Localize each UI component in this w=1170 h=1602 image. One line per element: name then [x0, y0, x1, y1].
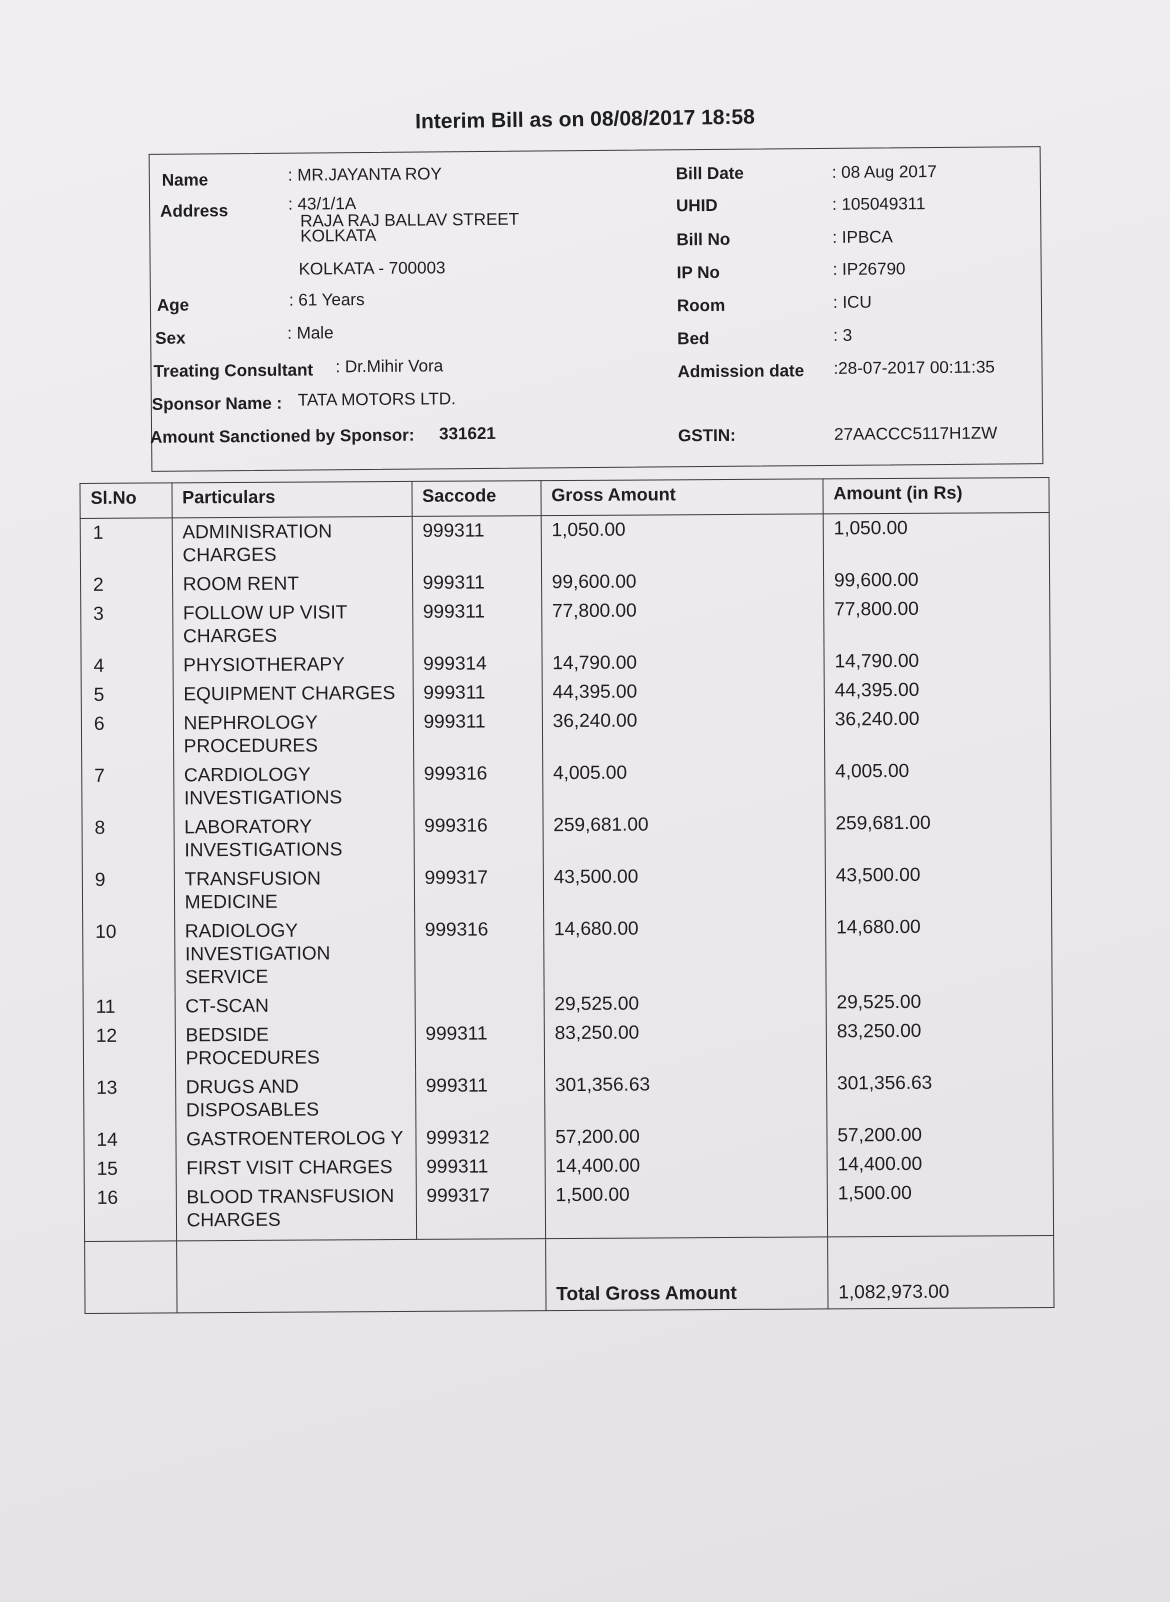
row-slno: 6: [81, 709, 173, 762]
admission-label: Admission date: [677, 361, 805, 382]
row-slno: 13: [84, 1073, 176, 1126]
uhid-value: : 105049311: [832, 194, 926, 214]
row-slno: 11: [83, 992, 175, 1022]
row-saccode: 999316: [414, 915, 544, 991]
row-saccode: 999311: [415, 1071, 544, 1124]
bed-value: : 3: [833, 325, 853, 345]
row-saccode: [415, 990, 544, 1020]
patient-info-box: [149, 146, 1044, 472]
room-value: : ICU: [832, 292, 872, 312]
table-row: [82, 860, 1051, 918]
sanctioned-label: Amount Sanctioned by Sponsor:: [150, 425, 415, 447]
row-particulars: ADMINISRATION CHARGES: [172, 516, 412, 570]
row-particulars: LABORATORY INVESTIGATIONS: [174, 812, 414, 865]
row-gross-amount: 4,005.00: [542, 757, 824, 811]
row-saccode: 999311: [412, 516, 541, 569]
row-gross-amount: 57,200.00: [545, 1121, 827, 1152]
table-header-row: [80, 478, 1049, 519]
row-amount: 99,600.00: [823, 565, 1049, 595]
row-particulars: RADIOLOGY INVESTIGATION SERVICE: [174, 916, 414, 992]
row-gross-amount: 77,800.00: [541, 595, 823, 649]
table-row: [83, 1016, 1052, 1074]
bill-no-label: Bill No: [676, 229, 731, 250]
bill-no-value: : IPBCA: [832, 227, 893, 247]
row-saccode: 999317: [416, 1181, 546, 1239]
row-amount: 36,240.00: [824, 704, 1050, 757]
row-gross-amount: 14,790.00: [542, 647, 824, 678]
row-amount: 259,681.00: [825, 808, 1051, 861]
row-particulars: EQUIPMENT CHARGES: [173, 679, 413, 709]
row-gross-amount: 29,525.00: [544, 988, 826, 1019]
row-slno: 1: [80, 518, 172, 571]
row-particulars: NEPHROLOGY PROCEDURES: [173, 708, 413, 761]
row-saccode: 999311: [416, 1152, 545, 1182]
row-particulars: ROOM RENT: [172, 569, 412, 599]
total-empty-cell: [176, 1239, 546, 1313]
consultant-value: : Dr.Mihir Vora: [335, 356, 444, 377]
row-gross-amount: 301,356.63: [544, 1069, 826, 1123]
row-slno: 2: [81, 570, 173, 600]
row-slno: 7: [82, 761, 174, 814]
header-slno: Sl.No: [80, 483, 172, 519]
row-particulars: FIRST VISIT CHARGES: [176, 1153, 416, 1183]
row-slno: 10: [83, 917, 175, 993]
ip-no-value: : IP26790: [832, 259, 906, 279]
row-particulars: TRANSFUSION MEDICINE: [174, 864, 414, 917]
row-saccode: 999311: [415, 1019, 544, 1072]
row-particulars: BLOOD TRANSFUSION CHARGES: [176, 1182, 416, 1241]
row-particulars: GASTROENTEROLOG Y: [176, 1124, 416, 1154]
row-amount: 14,400.00: [827, 1149, 1053, 1179]
header-saccode: Saccode: [412, 481, 541, 517]
row-saccode: 999316: [414, 811, 543, 864]
row-gross-amount: 99,600.00: [541, 566, 823, 597]
consultant-label: Treating Consultant: [153, 360, 314, 381]
address-label: Address: [160, 201, 229, 221]
sponsor-value: TATA MOTORS LTD.: [297, 389, 456, 410]
row-amount: 1,500.00: [827, 1178, 1053, 1237]
row-slno: 8: [82, 813, 174, 866]
row-slno: 3: [81, 599, 173, 652]
row-saccode: 999312: [416, 1123, 545, 1153]
table-row: [82, 756, 1051, 814]
table-row: [83, 912, 1052, 993]
row-amount: 14,790.00: [824, 646, 1050, 676]
address-line3: KOLKATA: [300, 225, 377, 246]
total-gross-label: Total Gross Amount: [545, 1237, 828, 1311]
row-gross-amount: 44,395.00: [542, 676, 824, 707]
row-gross-amount: 14,400.00: [545, 1150, 827, 1181]
row-slno: 4: [81, 651, 173, 681]
admission-value: :28-07-2017 00:11:35: [833, 357, 995, 378]
row-amount: 43,500.00: [825, 860, 1051, 913]
table-row: [84, 1178, 1053, 1241]
address-line1: : 43/1/1A: [287, 194, 357, 214]
row-gross-amount: 43,500.00: [543, 861, 825, 915]
table-row: [84, 1068, 1053, 1126]
row-gross-amount: 259,681.00: [543, 809, 825, 863]
row-gross-amount: 1,500.00: [545, 1179, 828, 1238]
total-gross-value: 1,082,973.00: [828, 1236, 1054, 1309]
row-saccode: 999314: [413, 649, 542, 679]
sex-value: : Male: [287, 323, 334, 343]
bill-date-label: Bill Date: [675, 163, 744, 184]
row-saccode: 999317: [414, 863, 543, 916]
row-particulars: DRUGS AND DISPOSABLES: [175, 1072, 415, 1125]
gstin-value: 27AACCC5117H1ZW: [834, 423, 998, 444]
row-particulars: CARDIOLOGY INVESTIGATIONS: [173, 760, 413, 813]
row-amount: 77,800.00: [824, 594, 1050, 647]
row-saccode: 999311: [412, 597, 541, 650]
row-particulars: CT-SCAN: [175, 991, 415, 1021]
row-amount: 1,050.00: [823, 513, 1049, 567]
uhid-label: UHID: [676, 195, 718, 216]
row-amount: 44,395.00: [824, 675, 1050, 705]
row-amount: 4,005.00: [825, 756, 1051, 809]
address-line4: KOLKATA - 700003: [298, 258, 446, 279]
row-amount: 57,200.00: [827, 1120, 1053, 1150]
row-saccode: 999316: [413, 759, 542, 812]
row-saccode: 999311: [413, 678, 542, 708]
address-line2: RAJA RAJ BALLAV STREET: [300, 209, 520, 231]
row-gross-amount: 1,050.00: [541, 514, 823, 568]
gstin-label: GSTIN:: [678, 425, 736, 446]
sanctioned-value: 331621: [439, 423, 496, 444]
row-amount: 29,525.00: [826, 987, 1052, 1017]
total-empty-cell: [85, 1241, 177, 1314]
header-amount-rs: Amount (in Rs): [823, 478, 1049, 514]
header-gross-amount: Gross Amount: [541, 479, 823, 516]
row-slno: 15: [84, 1154, 176, 1184]
name-value: : MR.JAYANTA ROY: [287, 164, 442, 185]
row-slno: 9: [82, 865, 174, 918]
name-label: Name: [161, 170, 209, 190]
age-label: Age: [156, 295, 190, 315]
row-saccode: 999311: [412, 568, 541, 598]
row-saccode: 999311: [413, 707, 542, 760]
header-particulars: Particulars: [172, 481, 412, 517]
bill-date-value: : 08 Aug 2017: [831, 162, 937, 182]
sponsor-label: Sponsor Name :: [151, 393, 283, 414]
table-row: [81, 704, 1050, 762]
bed-label: Bed: [677, 329, 710, 349]
row-particulars: PHYSIOTHERAPY: [173, 650, 413, 680]
row-gross-amount: 36,240.00: [542, 705, 824, 759]
row-particulars: FOLLOW UP VISIT CHARGES: [172, 598, 412, 651]
row-gross-amount: 83,250.00: [544, 1017, 826, 1071]
row-slno: 12: [83, 1021, 175, 1074]
row-slno: 5: [81, 680, 173, 710]
charges-table: [79, 477, 1054, 1314]
row-amount: 301,356.63: [827, 1068, 1053, 1121]
table-row: [80, 513, 1049, 571]
total-row: [85, 1236, 1054, 1314]
row-amount: 14,680.00: [826, 912, 1052, 988]
sex-label: Sex: [155, 328, 186, 348]
row-slno: 14: [84, 1125, 176, 1155]
row-particulars: BEDSIDE PROCEDURES: [175, 1020, 415, 1073]
bill-title: Interim Bill as on 08/08/2017 18:58: [415, 105, 755, 134]
row-amount: 83,250.00: [826, 1016, 1052, 1069]
room-label: Room: [676, 295, 726, 316]
age-value: : 61 Years: [288, 290, 365, 310]
table-row: [81, 594, 1050, 652]
row-slno: 16: [84, 1183, 176, 1241]
table-row: [82, 808, 1051, 866]
row-gross-amount: 14,680.00: [543, 913, 826, 990]
ip-no-label: IP No: [676, 262, 720, 283]
